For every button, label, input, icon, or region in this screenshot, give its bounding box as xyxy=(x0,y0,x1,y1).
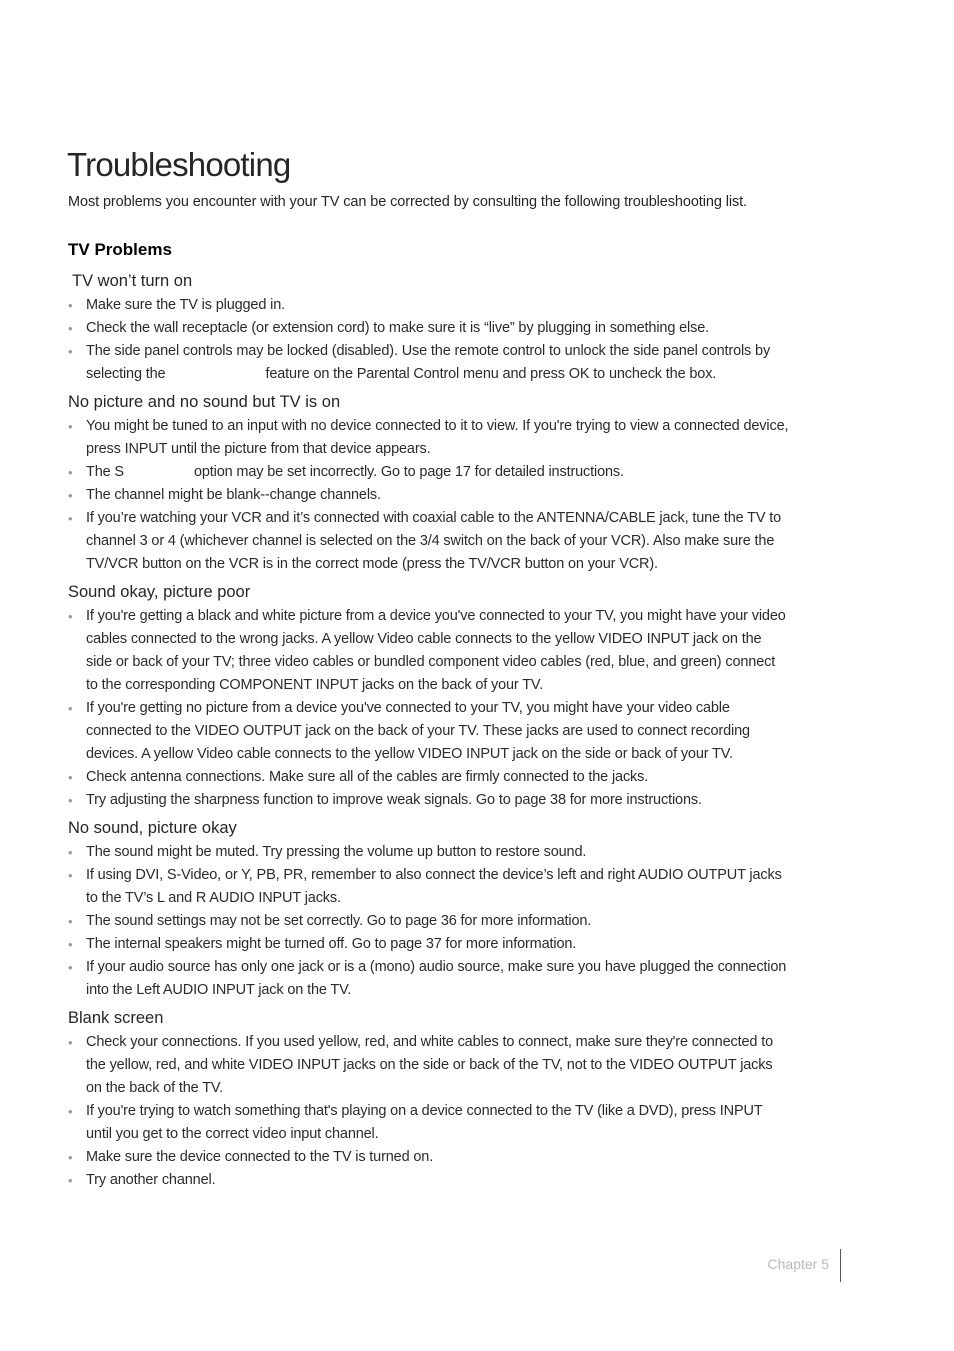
list-item xyxy=(68,461,790,484)
group-title: Blank screen xyxy=(68,1009,164,1027)
list-item: • Try adjusting the sharpness function to improve weak signals. Go to page 38 for more instructions. xyxy=(68,789,790,812)
list-item: • The internal speakers might be turned off. Go to page 37 for more information. xyxy=(68,933,790,956)
list-item: • Make sure the device connected to the TV is turned on. xyxy=(68,1146,790,1169)
group-title: No picture and no sound but TV is on xyxy=(68,393,341,411)
list-item: • If you're trying to watch something that's playing on a device connected to the TV (like a DVD), press INPUT until you get to the correct video input channel. xyxy=(68,1100,790,1146)
chapter-label: Chapter 5 xyxy=(767,1256,829,1272)
list-item: • The sound settings may not be set correctly. Go to page 36 for more information. xyxy=(68,910,790,933)
bullet-list xyxy=(68,841,790,1002)
group-title: No sound, picture okay xyxy=(68,819,237,837)
bullet-list xyxy=(68,294,790,386)
list-item-text: The side panel controls may be locked (disabled). Use the remote control to unlock the side panel controls by selecting the xyxy=(86,343,771,382)
troubleshooting-list xyxy=(68,270,790,1197)
list-item: • If your audio source has only one jack or is a (mono) audio source, make sure you have plugged the connection into the Left AUDIO INPUT jack on the TV. xyxy=(68,956,790,1002)
list-item: • Check antenna connections. Make sure all of the cables are firmly connected to the jacks. xyxy=(68,766,790,789)
list-item: • Try another channel. xyxy=(68,1169,790,1192)
group-title: Sound okay, picture poor xyxy=(68,583,251,601)
intro-paragraph: Most problems you encounter with your TV can be corrected by consulting the following troubleshooting list. xyxy=(68,194,747,210)
list-item: • If you’re watching your VCR and it’s connected with coaxial cable to the ANTENNA/CABLE jack, tune the TV to channel 3 or 4 (whichever channel is selected on the 3/4 switch on the back of your VCR). Also make sure the TV/VCR button on the VCR is in the correct mode (press the TV/VCR button on your VCR). xyxy=(68,507,790,576)
page-title: Troubleshooting xyxy=(67,146,291,183)
bullet-list xyxy=(68,605,790,812)
list-item-text: The S xyxy=(86,464,124,480)
list-item: • You might be tuned to an input with no device connected to it to view. If you're trying to view a connected device, press INPUT until the picture from that device appears. xyxy=(68,415,790,461)
group-title: TV won’t turn on xyxy=(72,272,193,290)
list-item: • Check the wall receptacle (or extension cord) to make sure it is “live” by plugging in something else. xyxy=(68,317,790,340)
list-item-text: feature on the Parental Control menu and press OK to uncheck the box. xyxy=(265,366,717,382)
list-item: • The channel might be blank--change channels. xyxy=(68,484,790,507)
list-item-text: option may be set incorrectly. Go to page 17 for detailed instructions. xyxy=(193,464,624,480)
list-item: • If you're getting a black and white picture from a device you've connected to your TV, you might have your video cables connected to the wrong jacks. A yellow Video cable connects to the yellow VIDEO INPUT jack on the side or back of your TV; three video cables or bundled component video cables (red, blue, and green) connect to the corresponding COMPONENT INPUT jacks on the back of your TV. xyxy=(68,605,790,697)
list-item: • The sound might be muted. Try pressing the volume up button to restore sound. xyxy=(68,841,790,864)
bullet-list xyxy=(68,1031,790,1192)
list-item: • Make sure the TV is plugged in. xyxy=(68,294,790,317)
list-item: • Check your connections. If you used yellow, red, and white cables to connect, make sure they're connected to the yellow, red, and white VIDEO INPUT jacks on the side or back of the TV, not to the VIDEO OUTPUT jacks on the back of the TV. xyxy=(68,1031,790,1100)
list-item: • If you're getting no picture from a device you've connected to your TV, you might have your video cable connected to the VIDEO OUTPUT jack on the back of your TV. These jacks are used to connect recording devices. A yellow Video cable connects to the yellow VIDEO INPUT jack on the side or back of your TV. xyxy=(68,697,790,766)
list-item: • If using DVI, S-Video, or Y, PB, PR, remember to also connect the device’s left and right AUDIO OUTPUT jacks to the TV’s L and R AUDIO INPUT jacks. xyxy=(68,864,790,910)
list-item xyxy=(68,340,790,386)
bullet-list xyxy=(68,415,790,576)
section-heading: TV Problems xyxy=(68,240,172,259)
footer-divider xyxy=(840,1249,841,1282)
